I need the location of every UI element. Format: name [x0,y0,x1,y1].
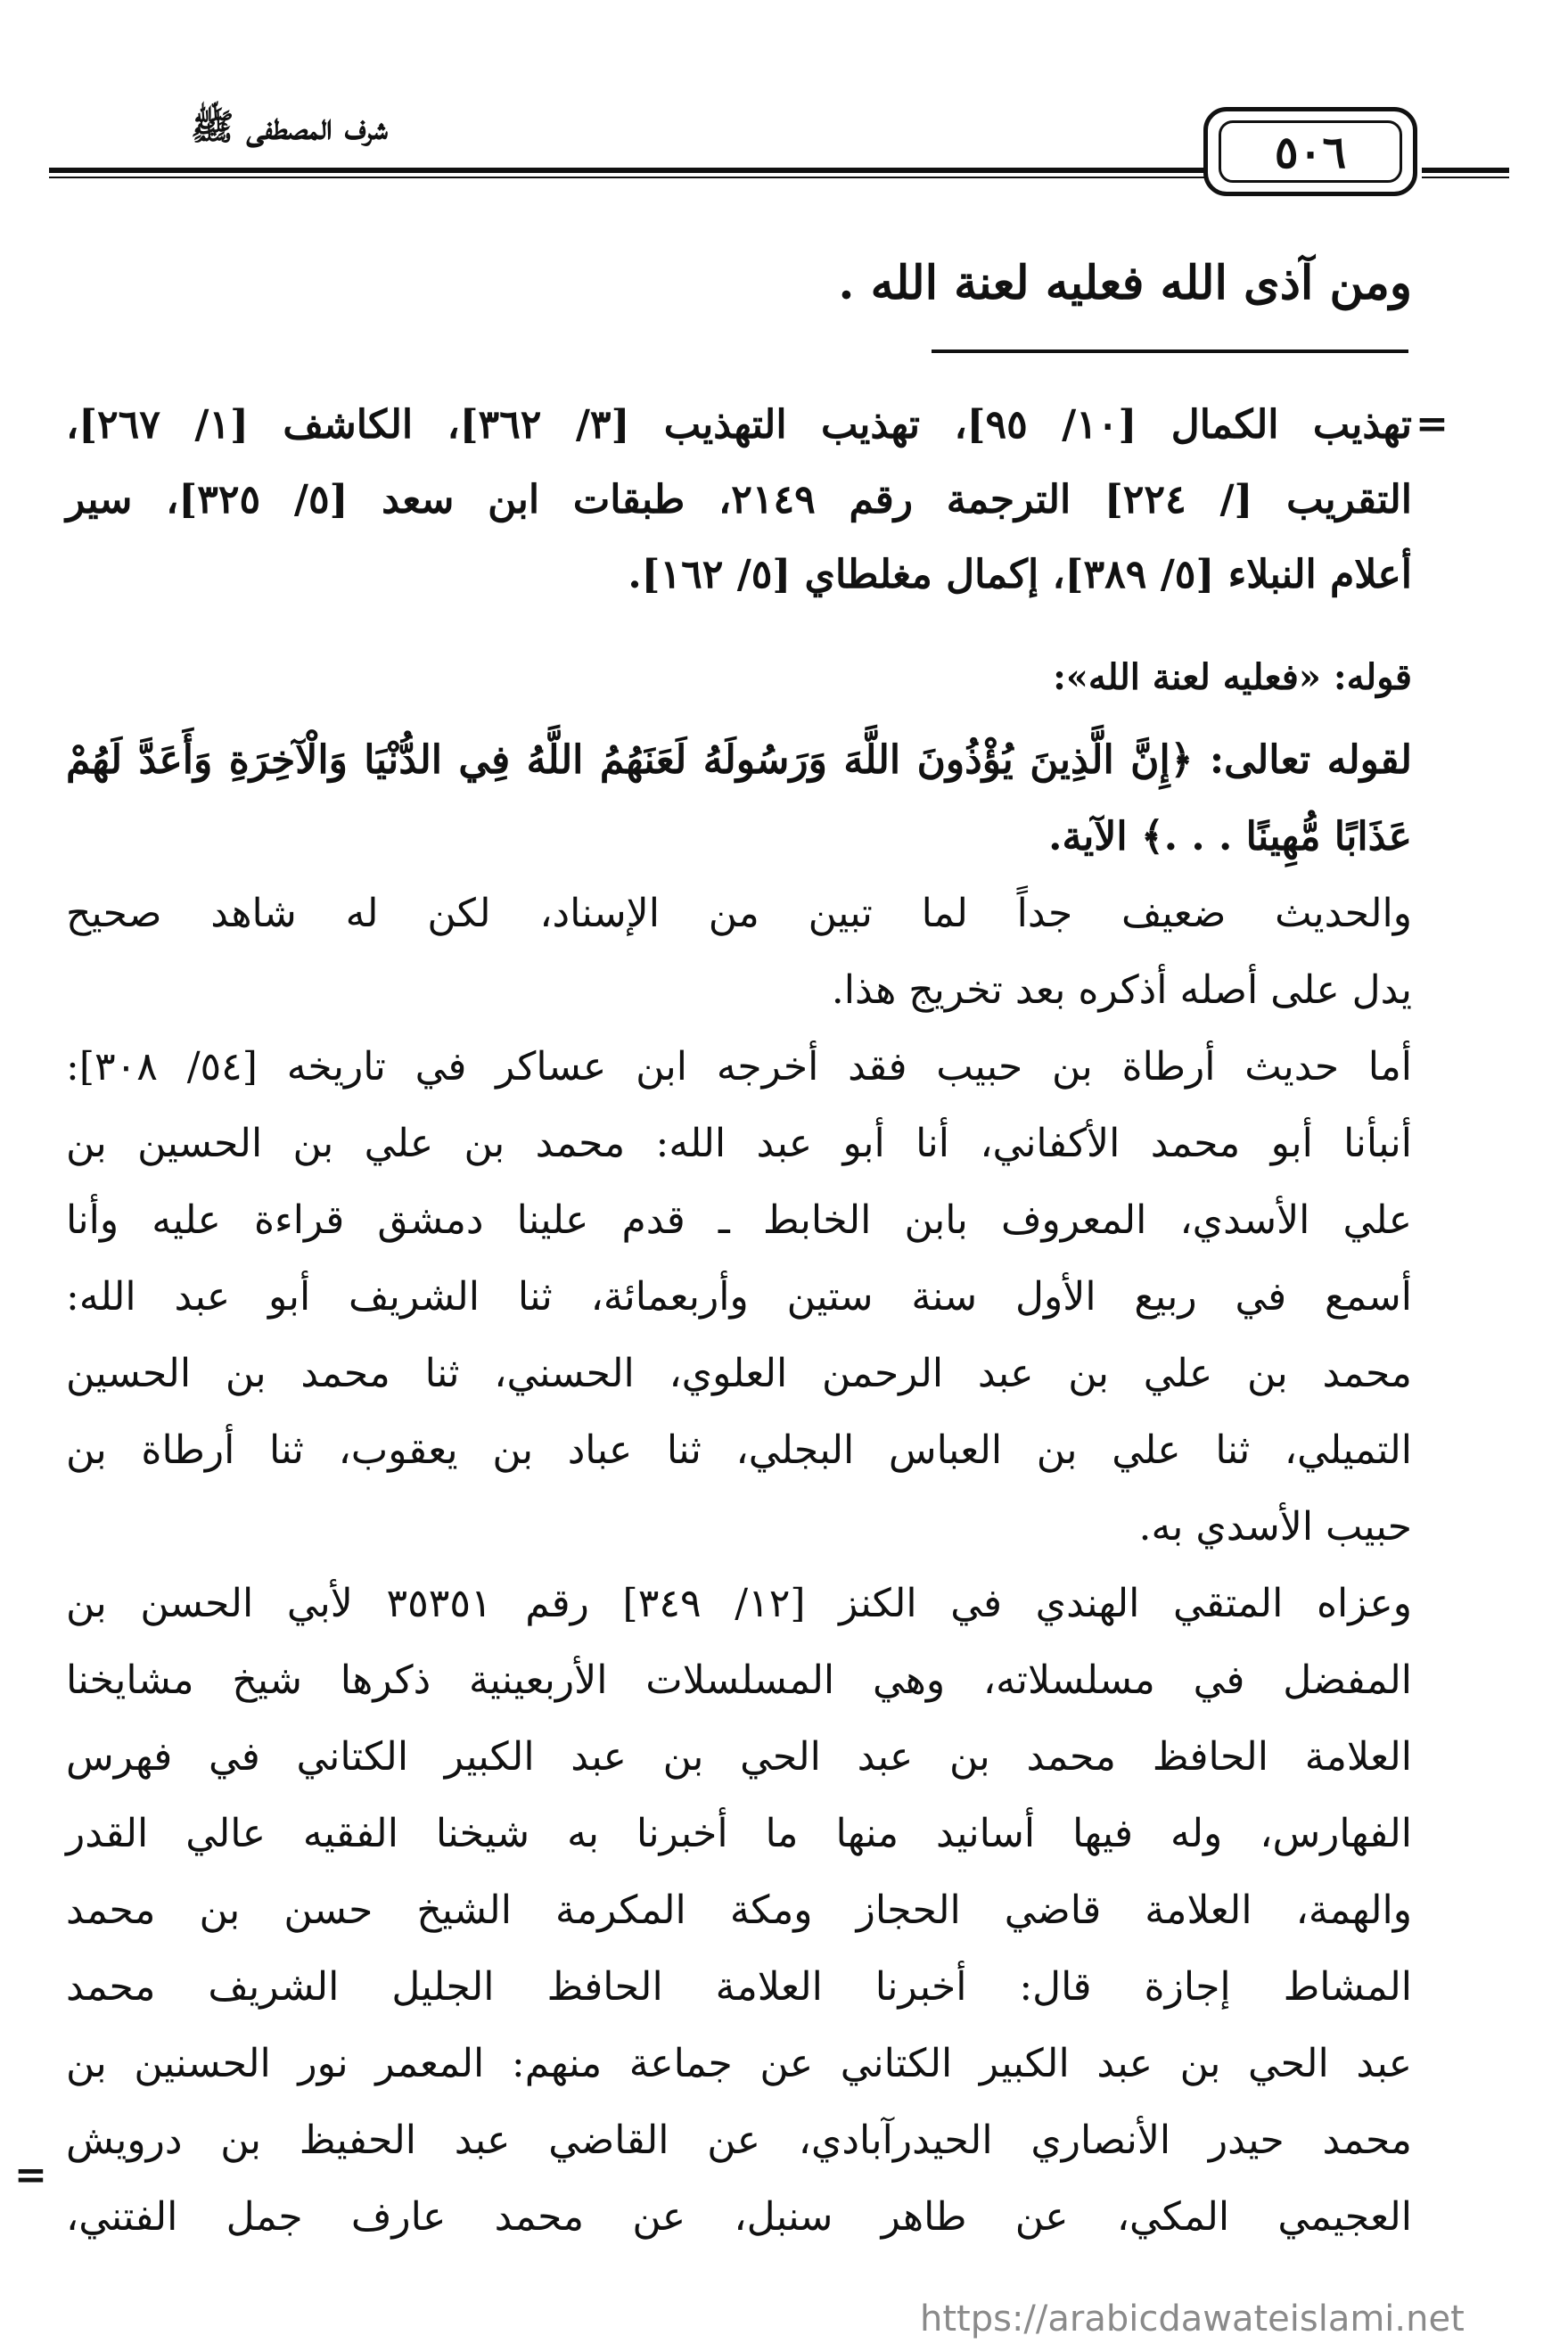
page-end-continuation-mark: = [14,2152,47,2198]
footnote-line: تهذيب الكمال [١٠/ ٩٥]، تهذيب التهذيب [٣/ ٣٦٢]، الكاشف [١/ ٢٦٧]، [66,402,1412,448]
commentary-line: والهمة، العلامة قاضي الحجاز ومكة المكرمة الشيخ حسن بن محمد [66,1887,1412,1933]
commentary-line: الفهارس، وله فيها أسانيد منها ما أخبرنا به شيخنا الفقيه عالي القدر [66,1811,1412,1856]
commentary-line: لقوله تعالى: ﴿إِنَّ الَّذِينَ يُؤْذُونَ اللَّهَ وَرَسُولَهُ لَعَنَهُمُ اللَّهُ فِي الدُّنْيَا وَالْآخِرَةِ وَأَعَدَّ لَهُمْ [66,737,1412,783]
commentary-line: محمد بن علي بن عبد الرحمن العلوي، الحسني، ثنا محمد بن الحسين [66,1351,1412,1396]
commentary-line: يدل على أصله أذكره بعد تخريج هذا. [831,967,1412,1013]
commentary-body [66,722,1412,2256]
commentary-line: أنبأنا أبو محمد الأكفاني، أنا أبو عبد الله: محمد بن علي بن الحسين بن [66,1121,1412,1166]
watermark-url: https://arabicdawateislami.net [920,2299,1465,2340]
footnote-line: التقريب [/ ٢٢٤] الترجمة رقم ٢١٤٩، طبقات ابن سعد [٥/ ٣٢٥]، سير [66,477,1413,522]
footnote-separator [932,350,1408,353]
header-rule [49,168,1212,173]
commentary-line: التميلي، ثنا علي بن العباس البجلي، ثنا عباد بن يعقوب، ثنا أرطاة بن [66,1427,1412,1473]
commentary-line: المفضل في مسلسلاته، وهي المسلسلات الأربعينية ذكرها شيخ مشايخنا [66,1657,1412,1703]
page-number: ٥٠٦ [1219,120,1402,183]
main-text-line: ومن آذى الله فعليه لعنة الله . [838,256,1412,310]
commentary-label: قوله: «فعليه لعنة الله»: [1053,656,1412,698]
footnote-line: أعلام النبلاء [٥/ ٣٨٩]، إكمال مغلطاي [٥/ ١٦٢]. [628,552,1412,597]
commentary-line: علي الأسدي، المعروف بابن الخابط ـ قدم علينا دمشق قراءة عليه وأنا [66,1197,1412,1243]
footnote-continuation-mark: = [1416,401,1449,447]
commentary-line: العجيمي المكي، عن طاهر سنبل، عن محمد عارف جمل الفتني، [66,2194,1412,2240]
commentary-line: عبد الحي بن عبد الكبير الكتاني عن جماعة منهم: المعمر نور الحسنين بن [66,2041,1412,2086]
page-number-frame [1203,107,1417,196]
commentary-line: محمد حيدر الأنصاري الحيدرآبادي، عن القاضي عبد الحفيظ بن درويش [66,2118,1412,2163]
commentary-line: وعزاه المتقي الهندي في الكنز [١٢/ ٣٤٩] رقم ٣٥٣٥١ لأبي الحسن بن [66,1581,1413,1626]
commentary-line: حبيب الأسدي به. [1138,1504,1412,1550]
commentary-line: العلامة الحافظ محمد بن عبد الحي بن عبد الكبير الكتاني في فهرس [66,1734,1412,1780]
commentary-line: عَذَابًا مُّهِينًا . . .﴾ الآية. [1048,814,1412,859]
footnote-block [66,388,1412,613]
commentary-line: أما حديث أرطاة بن حبيب فقد أخرجه ابن عساكر في تاريخه [٥٤/ ٣٠٨]: [66,1044,1412,1090]
commentary-line: المشاط إجازة قال: أخبرنا العلامة الحافظ الجليل الشريف محمد [66,1964,1412,2010]
header-rule-right-thin [1422,177,1509,178]
running-title: شرف المصطفى ﷺ [191,106,388,148]
commentary-line: والحديث ضعيف جداً لما تبين من الإسناد، لكن له شاهد صحيح [66,891,1412,936]
header-rule-right [1422,168,1509,173]
commentary-line: أسمع في ربيع الأول سنة ستين وأربعمائة، ثنا الشريف أبو عبد الله: [66,1274,1412,1320]
header-rule-thin [49,177,1212,178]
